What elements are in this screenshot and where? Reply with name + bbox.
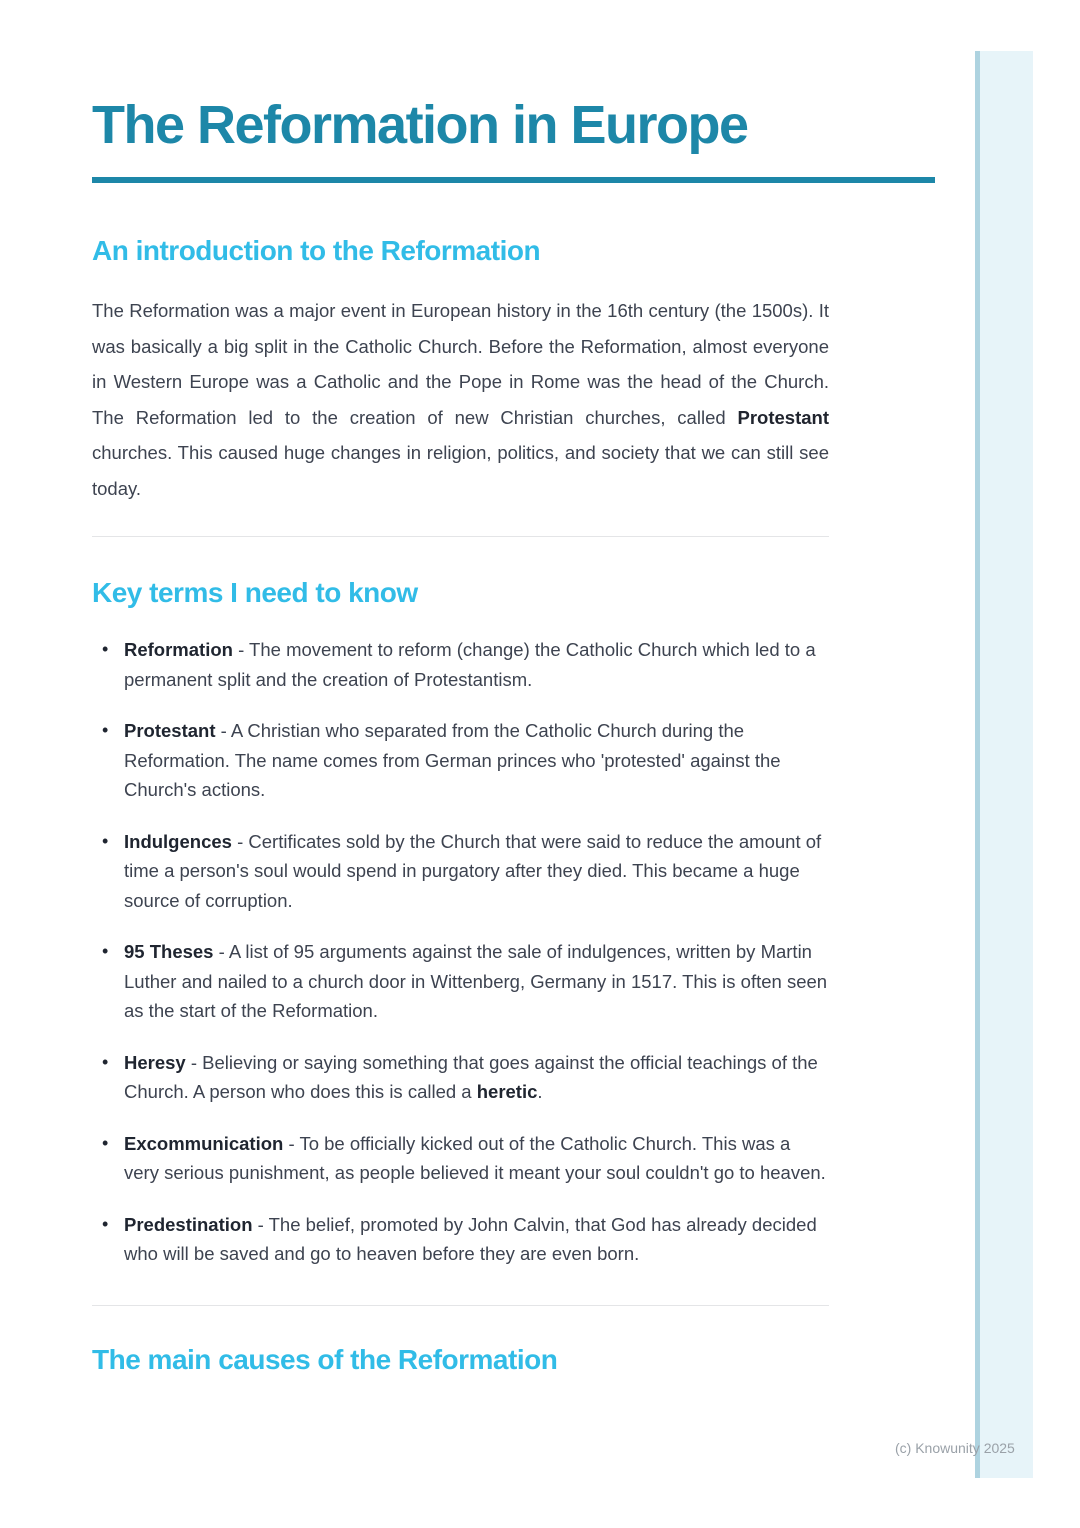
intro-paragraph	[92, 293, 829, 506]
key-terms-section-heading: Key terms I need to know	[92, 577, 418, 608]
list-item	[92, 937, 829, 1026]
list-item	[92, 1048, 829, 1107]
list-item	[92, 1129, 829, 1188]
term-definition: - The movement to reform (change) the Catholic Church which led to a permanent split and the creation of Protestantism.	[124, 639, 816, 690]
intro-text-after: churches. This caused huge changes in religion, politics, and society that we can still see today.	[92, 442, 829, 499]
causes-section-heading: The main causes of the Reformation	[92, 1343, 558, 1375]
term-definition: - A list of 95 arguments against the sale of indulgences, written by Martin Luther and nailed to a church door in Wittenberg, Germany in 1517. This is often seen as the start of the Reformation.	[124, 941, 828, 1021]
term-label: Protestant	[124, 720, 216, 741]
term-label: Indulgences	[124, 830, 232, 852]
section-divider	[92, 536, 829, 537]
term-definition: - To be officially kicked out of the Catholic Church. This was a very serious punishment, as people believed it meant your soul couldn't go to heaven.	[124, 1132, 826, 1183]
term-definition-end: .	[537, 1081, 543, 1102]
term-definition: - Believing or saying something that goes against the official teachings of the Church. A person who does this is called a	[124, 1051, 818, 1102]
intro-bold-term: Protestant	[737, 406, 829, 428]
term-bold-tail: heretic	[476, 1081, 538, 1102]
term-label: Heresy	[124, 1051, 186, 1073]
term-label: Predestination	[124, 1213, 253, 1235]
term-definition: - Certificates sold by the Church that were said to reduce the amount of time a person's soul would spend in purgatory after they died. This became a huge source of corruption.	[124, 830, 822, 911]
page-content	[92, 0, 935, 1376]
page-title: The Reformation in Europe	[92, 95, 748, 155]
key-terms-list	[92, 635, 829, 1269]
intro-section-heading: An introduction to the Reformation	[92, 235, 541, 266]
section-divider	[92, 1305, 829, 1306]
title-underline-rule	[92, 177, 935, 183]
copyright-watermark: (c) Knowunity 2025	[895, 1440, 1015, 1456]
term-label: Reformation	[124, 639, 233, 660]
list-item	[92, 827, 829, 916]
list-item	[92, 716, 829, 805]
term-definition: - The belief, promoted by John Calvin, that God has already decided who will be saved and go to heaven before they are even born.	[124, 1213, 817, 1264]
term-label: 95 Theses	[124, 941, 214, 962]
list-item	[92, 1210, 829, 1269]
term-definition: - A Christian who separated from the Catholic Church during the Reformation. The name comes from German princes who 'protested' against the Church's actions.	[124, 720, 781, 800]
term-label: Excommunication	[124, 1132, 284, 1154]
right-accent-strip	[975, 51, 1033, 1478]
intro-text-before: The Reformation was a major event in European history in the 16th century (the 1500s). It was basically a big split in the Catholic Church. Before the Reformation, almost everyone in Western Europe was a Catholic and the Pope in Rome was the head of the Church. The Reformation led to the creation of new Christian churches, called	[92, 300, 829, 428]
list-item	[92, 635, 829, 694]
